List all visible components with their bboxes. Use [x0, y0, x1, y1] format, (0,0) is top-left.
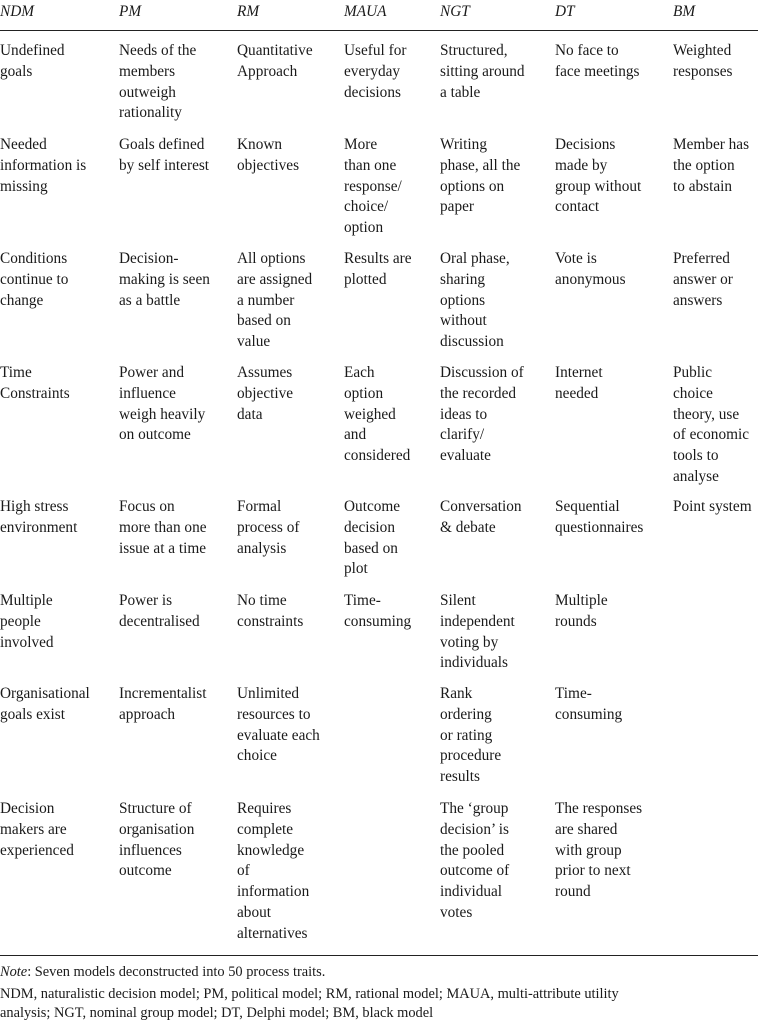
note-text: : Seven models deconstructed into 50 process traits. [27, 964, 326, 980]
table-cell-ndm: Time Constraints [0, 364, 70, 402]
table-cell-bm: Preferred answer or answers [673, 250, 733, 309]
table-cell-pm: Structure of organisation influences outcome [119, 800, 195, 880]
table-cell-ndm: Multiple people involved [0, 592, 54, 651]
table-cell-maua: Each option weighed and considered [344, 364, 411, 465]
table-cell-rm: Unlimited resources to evaluate each choice [237, 685, 320, 765]
header-bottom-rule [0, 30, 758, 31]
table-cell-ngt: Writing phase, all the options on paper [440, 136, 521, 216]
column-header-ngt: NGT [440, 3, 470, 20]
table-cell-dt: No face to face meetings [555, 42, 640, 80]
table-note [0, 962, 758, 983]
column-header-bm: BM [673, 3, 696, 20]
table-cell-rm: Formal process of analysis [237, 498, 300, 557]
table-cell-ndm: Organisational goals exist [0, 685, 90, 723]
table-cell-ngt: Structured, sitting around a table [440, 42, 525, 101]
table-cell-pm: Power is decentralised [119, 592, 200, 630]
abbreviations-line-1: NDM, naturalistic decision model; PM, political model; RM, rational model; MAUA, multi-attribute utility [0, 986, 619, 1002]
note-label: Note [0, 964, 28, 980]
table-cell-ngt: Silent independent voting by individuals [440, 592, 515, 672]
table-cell-maua: Time- consuming [344, 592, 412, 630]
table-cell-maua: More than one response/ choice/ option [344, 136, 402, 237]
table-cell-rm: No time constraints [237, 592, 304, 630]
table-cell-pm: Decision- making is seen as a battle [119, 250, 210, 309]
table-cell-dt: Decisions made by group without contact [555, 136, 642, 216]
table-cell-ngt: Discussion of the recorded ideas to clarify/ evaluate [440, 364, 524, 465]
table-cell-rm: Quantitative Approach [237, 42, 313, 80]
table-cell-maua: Useful for everyday decisions [344, 42, 407, 101]
table-cell-maua: Outcome decision based on plot [344, 498, 401, 578]
abbreviations-line-2: analysis; NGT, nominal group model; DT, Delphi model; BM, black model [0, 1005, 434, 1021]
table-cell-bm: Weighted responses [673, 42, 733, 80]
table-cell-pm: Power and influence weigh heavily on outcome [119, 364, 206, 444]
column-header-dt: DT [555, 3, 575, 20]
column-header-rm: RM [237, 3, 260, 20]
table-cell-ngt: Conversation & debate [440, 498, 522, 536]
table-cell-maua: Results are plotted [344, 250, 412, 288]
table-cell-bm: Point system [673, 498, 752, 515]
table-cell-dt: Sequential questionnaires [555, 498, 644, 536]
table-cell-dt: Vote is anonymous [555, 250, 626, 288]
table-cell-dt: The responses are shared with group prior to next round [555, 800, 643, 901]
table-cell-ngt: Oral phase, sharing options without discussion [440, 250, 510, 351]
table-cell-rm: Requires complete knowledge of information about alternatives [237, 800, 310, 942]
column-header-maua: MAUA [344, 3, 387, 20]
table-cell-pm: Goals defined by self interest [119, 136, 210, 174]
table-cell-rm: Known objectives [237, 136, 300, 174]
table-cell-bm: Public choice theory, use of economic tools to analyse [673, 364, 750, 485]
table-cell-dt: Internet needed [555, 364, 603, 402]
table-cell-ndm: Conditions continue to change [0, 250, 69, 309]
table-cell-rm: Assumes objective data [237, 364, 294, 423]
table-cell-pm: Needs of the members outweigh rationality [119, 42, 197, 122]
column-header-pm: PM [119, 3, 142, 20]
table-cell-pm: Incrementalist approach [119, 685, 207, 723]
table-cell-ndm: Decision makers are experienced [0, 800, 74, 859]
table-cell-bm: Member has the option to abstain [673, 136, 750, 195]
table-cell-ngt: Rank ordering or rating procedure results [440, 685, 502, 786]
table-cell-ndm: High stress environment [0, 498, 78, 536]
table-cell-pm: Focus on more than one issue at a time [119, 498, 207, 557]
column-header-ndm: NDM [0, 3, 34, 20]
table-cell-dt: Multiple rounds [555, 592, 608, 630]
table-cell-ndm: Needed information is missing [0, 136, 87, 195]
table-cell-rm: All options are assigned a number based on value [237, 250, 313, 351]
table-cell-ngt: The ‘group decision’ is the pooled outcome of individual votes [440, 800, 510, 921]
table-cell-dt: Time- consuming [555, 685, 623, 723]
table-bottom-rule [0, 955, 758, 956]
table-cell-ndm: Undefined goals [0, 42, 65, 80]
